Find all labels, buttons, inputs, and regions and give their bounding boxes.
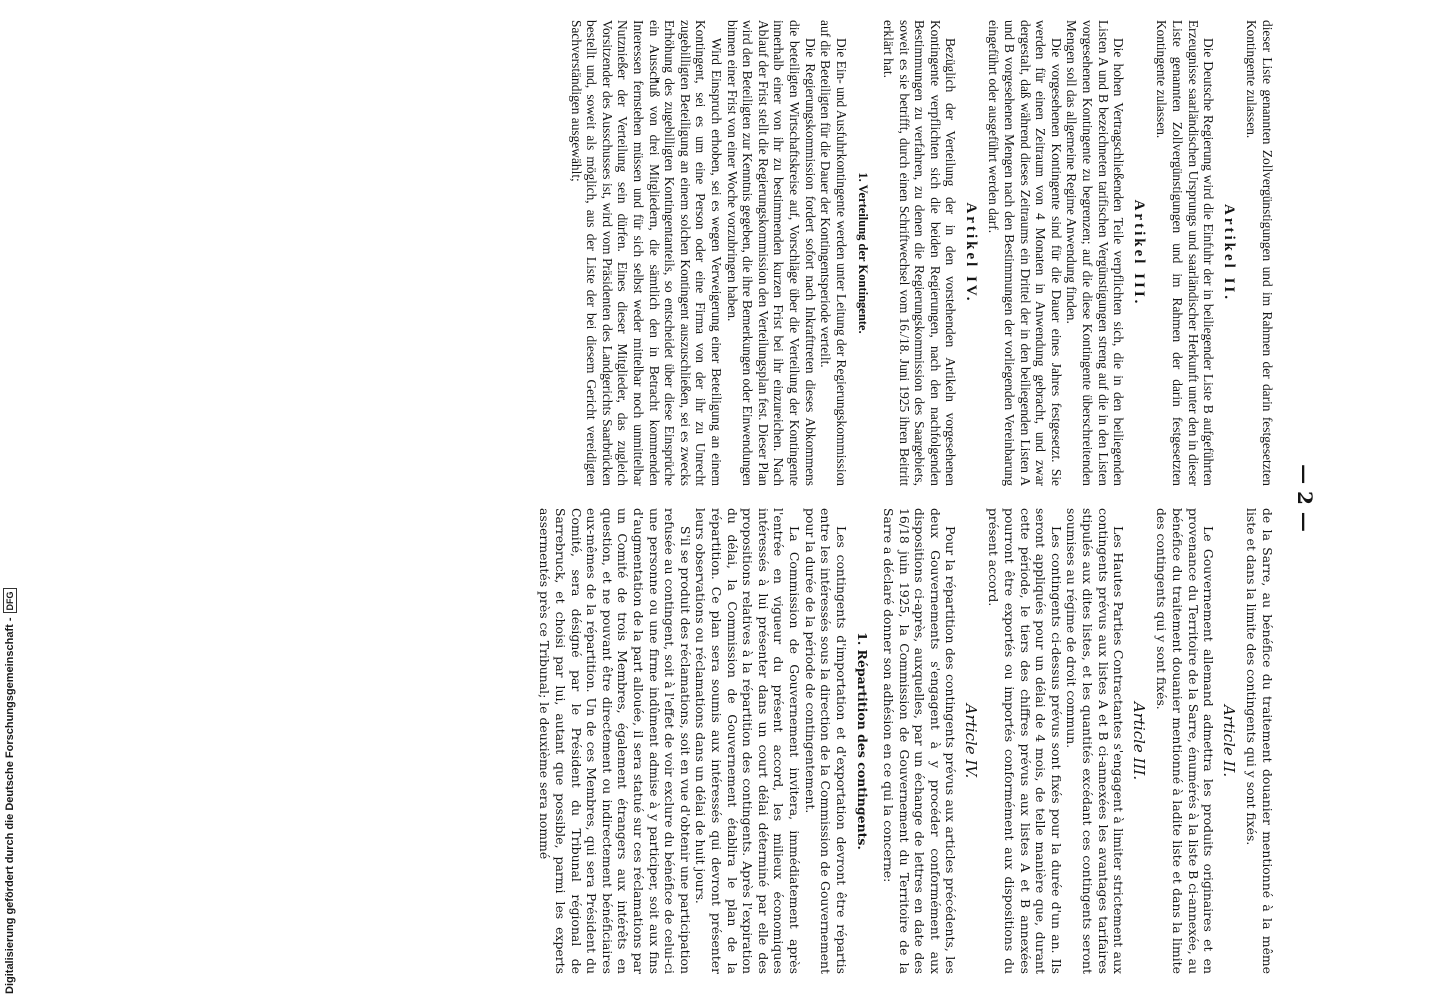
french-column bbox=[537, 508, 1275, 974]
page-number: — 2 — bbox=[1293, 464, 1317, 532]
digitization-footer bbox=[0, 0, 20, 1000]
german-article-4-paragraph: Bezüglich der Verteilung der in den vorstehenden Artikeln vorgesehenen Kontingente verpflichten sich die beiden Regierungen, nach den nachfolgenden Bestimmungen zu verfahren, zu denen die Regierungskommission des Saargebiets, soweit es sie betrifft, durch einen Schriftwechsel vom 16./18. Juni 1925 ihren Beitritt erklärt hat. bbox=[880, 20, 959, 486]
french-intro: de la Sarre, au bénéfice du traitement douanier mentionné à la même liste et dans la limite des contingents qui y sont fixés. bbox=[1244, 508, 1275, 974]
german-section-1-heading: 1. Verteilung der Kontingente. bbox=[856, 172, 871, 334]
french-section-1-heading: 1. Répartition des contingents. bbox=[855, 632, 871, 850]
german-section-1-paragraph-3: Wird Einspruch erhoben, sei es wegen Verweigerung einer Beteiligung an einem Kontingent, sei es um eine Person oder eine Firma von der ihr zu Unrecht zugebilligten Beteiligung an einem solchen Kontingent auszuschließen, sei es zwecks Erhöhung des zugebilligten Kontingentanteils, so entscheidet über diese Einsprüche ein Ausschuß von drei Mitgliedern, die sämtlich den in Betracht kommenden Interessen fernstehen müssen und für sich selbst weder mittelbar noch unmittelbar Nutznießer der Verteilung sein dürfen. Eines dieser Mitglieder, das zugleich Vorsitzender des Ausschusses ist, wird vom Präsidenten des Landgerichts Saarbrücken bestellt und, soweit als möglich, aus der Liste der bei diesem Gericht vereidigten Sachverständigen ausgewählt; bbox=[568, 20, 724, 486]
french-section-1-paragraph-1: Les contingents d'importation et d'exportation devront être répartis entre les intéressés sous la direction de la Commission de Gouvernement pour la durée de la période de contingentement. bbox=[802, 508, 849, 974]
french-article-2-heading: Article II. bbox=[1219, 704, 1238, 778]
german-article-4-heading: Artikel IV. bbox=[962, 202, 979, 304]
german-section-1-paragraph-2: Die Regierungskommission fordert sofort nach Inkrafttreten dieses Abkommens die beteiligten Wirtschaftskreise auf, Vorschläge über die Verteilung der Kontingente innerhalb einer von ihr zu bestimmenden kurzen Frist bei ihr einzureichen. Nach Ablauf der Frist stellt die Regierungskommission den Verteilungsplan fest. Dieser Plan wird den Beteiligten zur Kenntnis gegeben, die ihre Bemerkungen oder Einwendungen binnen einer Frist von einer Woche vorzubringen haben. bbox=[724, 20, 818, 486]
german-column bbox=[568, 20, 1275, 486]
french-article-3-paragraph-2: Les contingents ci-dessus prévus sont fixés pour la durée d'un an. Ils seront appliqués pour un délai de 4 mois, de telle manière que, durant cette période, le tiers des chiffres prévus aux listes A et B annexées pourront être exportés ou importés conformément aux dispositions du présent accord. bbox=[986, 508, 1064, 974]
french-article-4-paragraph: Pour la répartition des contingents prévus aux articles précédents, les deux Gouvernements s'engagent à y procéder conformément aux dispositions ci-après, auxquelles, par un échange de lettres en date des 16/18 juin 1925, la Commission de Gouvernement du Territoire de la Sarre a déclaré donner son adhésion en ce qui la concerne: bbox=[880, 508, 959, 974]
footer-text: Digitalisierung gefördert durch die Deutsche Forschungsgemeinschaft - bbox=[4, 617, 16, 994]
document-page bbox=[127, 0, 1317, 996]
french-article-3-paragraph-1: Les Hautes Parties Contractantes s'engagent à limiter strictement aux contingents prévus aux listes A et B ci-annexées les avantages tarifaires stipulés aux dites listes, et les quantités excédant ces contingents seront soumises au régime de droit commun. bbox=[1064, 508, 1127, 974]
french-article-4-heading: Article IV. bbox=[961, 703, 980, 779]
german-article-3-paragraph-2: Die vorgesehenen Kontingente sind für die Dauer eines Jahres festgesetzt. Sie werden für einen Zeitraum von 4 Monaten in Anwendung gebracht, und zwar dergestalt, daß während dieses Zeitraums ein Drittel der in den beiliegenden Listen A und B vorgesehenen Mengen nach den Bestimmungen der vorliegenden Vereinbarung eingeführt oder ausgeführt werden darf. bbox=[986, 20, 1064, 486]
french-article-2-paragraph: Le Gouvernement allemand admettra les produits originaires et en provenance du Territoire de la Sarre, énumérés à la liste B ci-annexée, au bénéfice du traitement douanier mentionné à ladite liste et dans la limite des contingents qui y sont fixés. bbox=[1154, 508, 1217, 974]
german-article-3-paragraph-1: Die hohen Vertragschließenden Teile verpflichten sich, die in den beiliegenden Listen A und B bezeichneten tarifischen Vergünstigungen streng auf die in den Listen vorgesehenen Kontingente zu begrenzen; auf die diese Kontingente überschreitenden Mengen soll das allgemeine Regime Anwendung finden. bbox=[1064, 20, 1127, 486]
dfg-logo-icon: DFG bbox=[3, 588, 17, 613]
german-intro: dieser Liste genannten Zollvergünstigungen und im Rahmen der darin festgesetzten Kontingente zulassen. bbox=[1244, 20, 1275, 486]
french-article-3-heading: Article III. bbox=[1129, 701, 1148, 781]
german-article-2-heading: Artikel II. bbox=[1220, 204, 1237, 302]
french-section-1-paragraph-2: La Commission de Gouvernement invitera, immédiatement après l'entrée en vigueur du présent accord, les milieux économiques intéressés à lui présenter dans un court délai déterminé par elle des propositions relatives à la répartition des contingents. Après l'expiration du délai, la Commission de Gouvernement établira le plan de la répartition. Ce plan sera soumis aux intéressés qui devront présenter leurs observations ou réclamations dans un délai de huit jours. bbox=[693, 508, 802, 974]
french-section-1-paragraph-3: S'il se produit des réclamations, soit en vue d'obtenir une participation refusée au contingent, soit à l'effet de voir exclure du bénéfice de celui-ci une personne ou une firme indûment admise à y participer, soit aux fins d'augmentation de la part allouée, il sera statué sur ces réclamations par un Comité de trois Membres, également étrangers aux intérêts en question, et ne pouvant être directement ou indirectement bénéficiaires eux-mêmes de la répartition. Un de ces Membres, qui sera Président du Comité, sera désigné par le Président du Tribunal régional de Sarrebruck, et choisi par lui, autant que possible, parmi les experts assermentés près ce Tribunal; le deuxième sera nommé bbox=[537, 508, 693, 974]
german-article-2-paragraph: Die Deutsche Regierung wird die Einfuhr der in beiliegender Liste B aufgeführten Erzeugnisse saarländischen Ursprungs und saarländischer Herkunft unter den in dieser Liste genannten Zollvergünstigungen und im Rahmen der darin festgesetzten Kontingente zulassen. bbox=[1154, 20, 1217, 486]
german-section-1-paragraph-1: Die Ein- und Ausfuhrkontingente werden unter Leitung der Regierungskommission auf die Beteiligten für die Dauer der Kontingentsperiode verteilt. bbox=[818, 20, 849, 486]
german-article-3-heading: Artikel III. bbox=[1130, 199, 1147, 307]
